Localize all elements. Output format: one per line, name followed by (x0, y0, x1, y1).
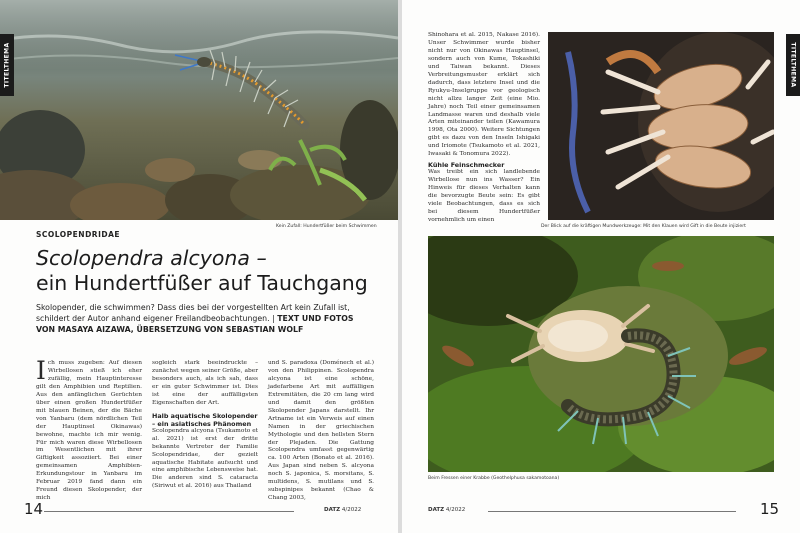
title-line-1: Scolopendra alcyona – (36, 246, 267, 270)
title-line-2: ein Hundertfüßer auf Tauchgang (36, 271, 368, 295)
lead-text: Skolopender, die schwimmen? Dass dies bei der vorgestellten Art kein Zufall ist, schildert der Autor anhand eigener Freilandbeobachtungen. | (36, 303, 350, 324)
body-text-1: ch muss zugeben: Auf diesen Wirbellosen stieß ich eher zufällig, mein Hauptinteresse gilt den Amphibien und Reptilien. Aus den anfänglichen Gerüchten über einen großen Hundertfüßer mit blauen Beinen, der die Bäche von Yanbaru (dem nördlichen Teil der Hauptinsel Okinawas) bewohne, machte ich mir wenig. Für mich waren diese Wirbellosen im Wesentlichen mit ihrer Giftigkeit assoziiert. Bei einer gemeinsamen Amphibien-Erkundungstour in Yanbaru im Februar 2019 fand dann ein Freund diesen Skolopender, der mich (36, 360, 142, 502)
page-number-left: 14 (24, 500, 44, 518)
photo-caption-top: Der Blick auf die kräftigen Mundwerkzeuge: Mit den Klauen wird Gift in die Beute injiziert (541, 224, 746, 229)
photo-caption: Kein Zufall: Hundertfüßer beim Schwimmen (276, 224, 377, 229)
footer-rule-left (44, 511, 294, 512)
footer-rule-right (488, 511, 736, 512)
body-column-right (428, 32, 540, 225)
footer-mag-right: DATZ (428, 507, 445, 513)
section-tab (0, 34, 14, 96)
photo-mouthparts (548, 32, 774, 220)
body-column-2 (152, 360, 258, 491)
photo-feeding-crab (428, 236, 774, 472)
footer-issue-right: 4/2022 (445, 507, 466, 513)
footer-mag-left: DATZ (324, 507, 341, 513)
body-text-right-b: Was treibt ein sich landlebende Wirbellose nun ins Wasser? Ein Hinweis für dieses Verhalten kann die bevorzugte Beute sein: Es gibt viele Beobachtungen, dass es sich bei diesem Hundertfüßer vornehmlich um einen (428, 169, 540, 223)
section-tab-label: TITELTHEMA (3, 42, 11, 88)
footer-issue-left: 4/2022 (341, 507, 362, 513)
drop-cap: I (36, 356, 46, 385)
subheading-2: Kühle Feinschmecker (428, 161, 505, 170)
photo-caption-bottom: Beim Fressen einer Krabbe (Geothelphusa sakamotoana) (428, 476, 560, 481)
footer-right (428, 507, 465, 513)
lead-byline: TEXT UND FOTOS VON MASAYA AIZAWA, ÜBERSETZUNG VON SEBASTIAN WOLF (36, 314, 354, 335)
body-text-right-a: Shinohara et al. 2015, Nakase 2016). Unser Schwimmer wurde bisher nicht nur von Okinawas Hauptinsel, sondern auch von Kume, Tokashiki und Taiwan bekannt. Dieses Verbreitungsmuster erklärt sich dadurch, dass letztere Insel und die Ryukyu-Inselgruppe vor geologisch nicht allzu langer Zeit (eine Mio. Jahre) noch Teil einer gemeinsamen Landmasse waren und deshalb viele Arten miteinander teilen (Kawamura 1998, Ota 2000). Weitere Sichtungen gibt es dazu von den Inseln Ishigaki und Iriomote (Tsukamoto et al. 2021, Iwasaki & Tonomura 2022). (428, 32, 540, 158)
article-kicker: SCOLOPENDRIDAE (36, 230, 121, 239)
photo-swimming-centipede (0, 0, 398, 220)
subheading-1: Halb aquatische Skolopender – ein asiatisches Phänomen (152, 411, 258, 428)
page-number-right: 15 (760, 500, 780, 518)
body-column-1 (36, 356, 142, 503)
section-tab-label-right: TITELTHEMA (789, 42, 797, 88)
section-tab-right (786, 34, 800, 96)
body-text-2a: sogleich stark beeindruckte – zunächst wegen seiner Größe, aber besonders auch, als ich sah, dass er ein guter Schwimmer ist. Dies ist eine der auffälligsten Eigenschaften der Art. (152, 360, 258, 406)
body-text-3: und S. paradoxa (Doménech et al.) von den Philippinen. Scolopendra alcyona ist eine schöne, jadefarbene Art mit auffälligen Extremitäten, die 20 cm lang wird und damit den größten Skolopender Japans darstellt. Ihr Artname ist ein Verweis auf einen Namen in der griechischen Mythologie und den hellsten Stern der Plejaden. Die Gattung Scolopendra umfasst gegenwärtig ca. 100 Arten (Bonato et al. 2016). Aus Japan sind neben S. alcyona noch S. japonica, S. morsitans, S. multidens, S. mutilans und S. subspinipes bekannt (Chao & Chang 2003, (268, 360, 374, 502)
left-page (0, 0, 398, 533)
body-text-2b: Scolopendra alcyona (Tsukamoto et al. 2021) ist erst der dritte bekannte Vertreter der Familie Scolopendridae, der gezielt aquatische Habitate aufsucht und eine amphibische Lebensweise hat. Die anderen sind S. cataracta (Siriwut et al. 2016) aus Thailand (152, 427, 258, 490)
article-title (36, 246, 396, 296)
body-column-3 (268, 360, 374, 503)
article-lead (36, 302, 358, 336)
footer-left (324, 507, 361, 513)
right-page (402, 0, 800, 533)
